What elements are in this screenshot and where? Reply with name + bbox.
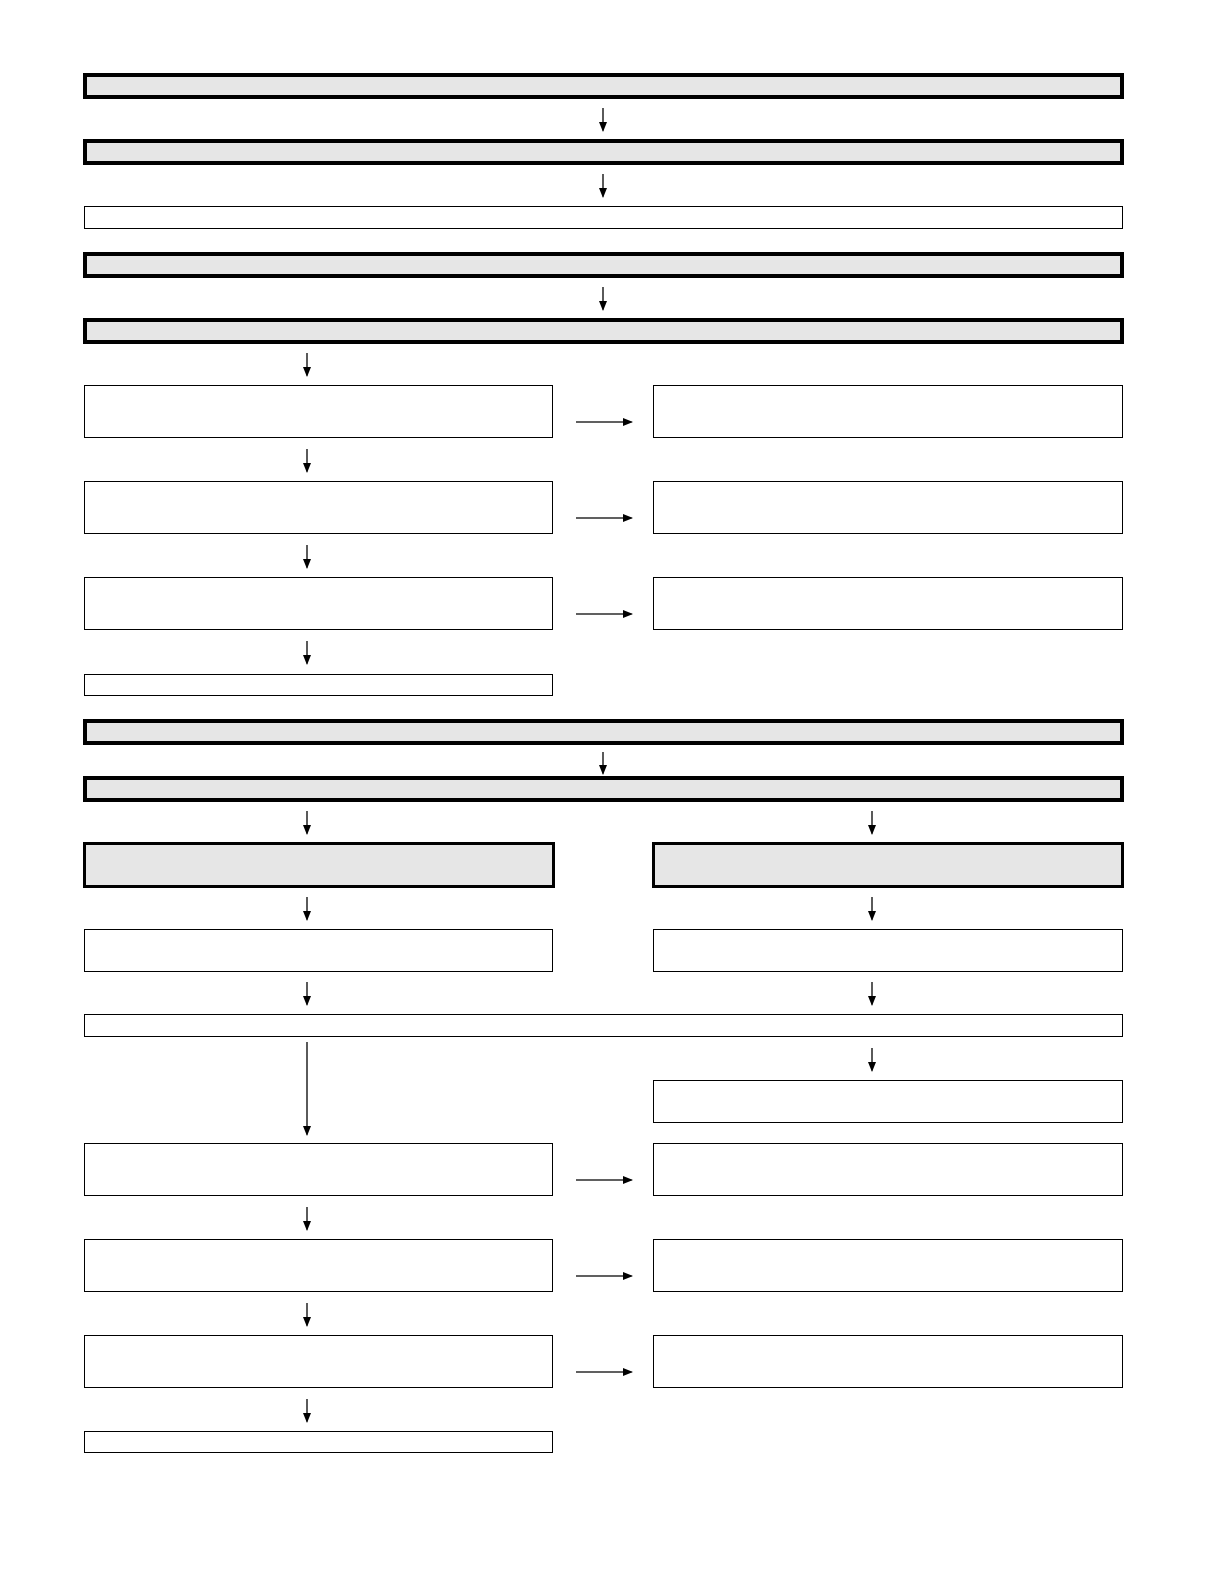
section2-step-2 [84,481,553,534]
section3-step-2 [84,1239,553,1292]
section3-result-1-label [882,1168,894,1172]
section1-note [84,206,1123,229]
section2-result-3 [653,577,1123,630]
section2-header-b-label [598,329,610,333]
section2-end-label [313,683,325,687]
section1-header-a-label [598,84,610,88]
section3-header-a [83,719,1124,745]
section3-step-2-label [313,1264,325,1268]
section1-header-b [83,139,1124,165]
section3-end [84,1431,553,1453]
section2-step-3 [84,577,553,630]
section3-step-3 [84,1335,553,1388]
section3-right-branch-step-label [882,949,894,953]
section2-result-2-label [882,506,894,510]
section1-note-label [598,216,610,220]
section3-result-3 [653,1335,1123,1388]
section3-right-branch-extra-label [882,1100,894,1104]
section3-right-branch-title [652,842,1124,888]
section2-result-1-label [882,410,894,414]
section3-result-1 [653,1143,1123,1196]
section3-left-branch-step [84,929,553,972]
section3-result-2 [653,1239,1123,1292]
section2-step-1 [84,385,553,438]
section3-header-a-label [598,730,610,734]
section2-step-2-label [313,506,325,510]
section3-left-branch-step-label [313,949,325,953]
section2-step-1-label [313,410,325,414]
section3-merge-label [598,1024,610,1028]
section3-right-branch-extra [653,1080,1123,1123]
section1-header-a [83,73,1124,99]
section3-left-branch-title-label [313,863,325,867]
section1-header-b-label [598,150,610,154]
section2-end [84,674,553,696]
section3-right-branch-step [653,929,1123,972]
section2-header-a-label [598,263,610,267]
section3-step-1-label [313,1168,325,1172]
section2-result-3-label [882,602,894,606]
section2-header-b [83,318,1124,344]
section3-header-b [83,776,1124,802]
section3-header-b-label [598,787,610,791]
section3-result-2-label [882,1264,894,1268]
section2-result-1 [653,385,1123,438]
section3-step-3-label [313,1360,325,1364]
section3-end-label [313,1440,325,1444]
section3-merge [84,1014,1123,1037]
section3-left-branch-title [83,842,555,888]
section3-step-1 [84,1143,553,1196]
section2-step-3-label [313,602,325,606]
section3-result-3-label [882,1360,894,1364]
section2-result-2 [653,481,1123,534]
section3-right-branch-title-label [882,863,894,867]
section2-header-a [83,252,1124,278]
